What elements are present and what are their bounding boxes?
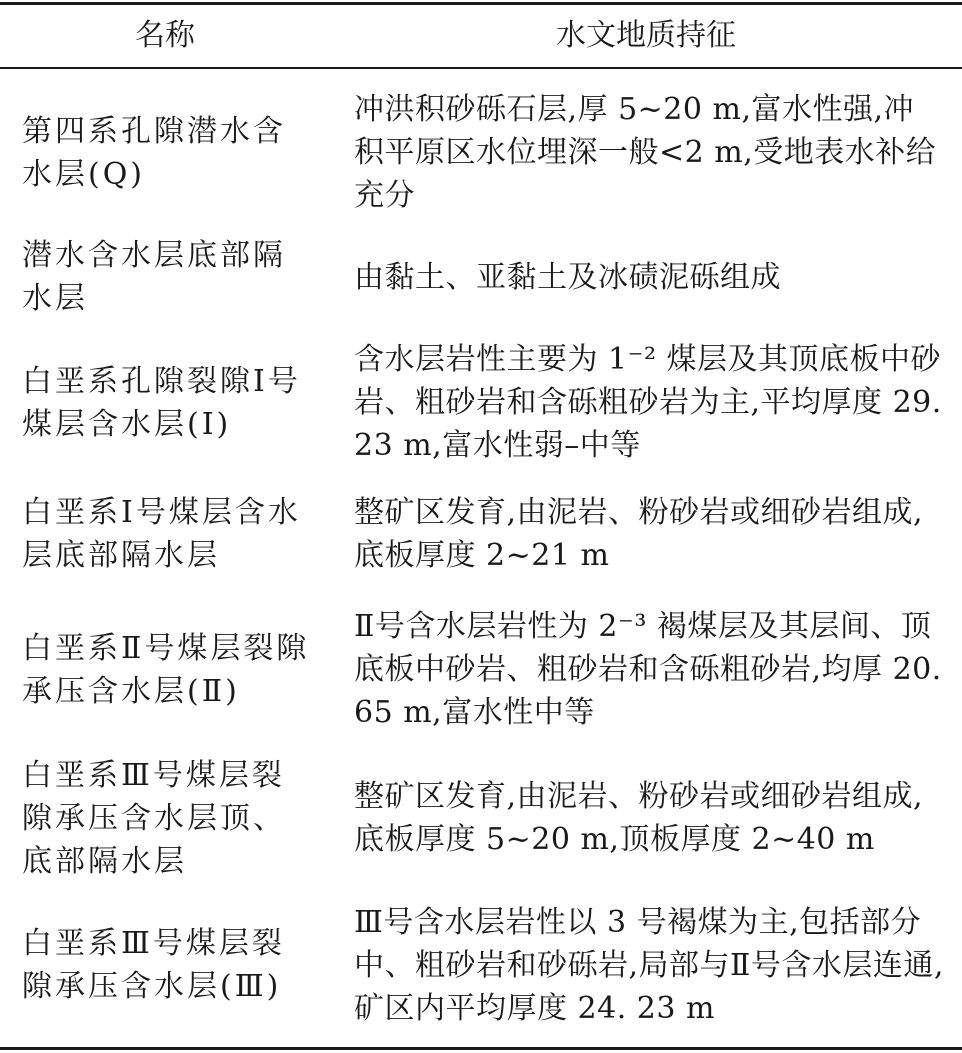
table-row [0,900,962,1030]
row-description: 整矿区发育,由泥岩、粉砂岩或细砂岩组成,底板厚度 5~20 m,顶板厚度 2~40 m [354,779,924,857]
row-name: 白垩系Ⅲ号煤层裂隙承压含水层顶、底部隔水层 [22,757,286,879]
row-name: 第四系孔隙潜水含水层(Q) [22,113,286,192]
table-row [0,604,962,735]
row-description: Ⅱ号含水层岩性为 2⁻³ 褐煤层及其层间、顶底板中砂岩、粗砂岩和含砾粗砂岩,均厚 20. 65 m,富水性中等 [354,609,942,730]
table-row [0,231,962,323]
row-description: 由黏土、亚黏土及冰碛泥砾组成 [354,259,781,295]
row-name: 白垩系Ⅱ号煤层裂隙承压含水层(Ⅱ) [22,630,310,709]
row-description: 冲洪积砂砾石层,厚 5~20 m,富水性强,冲积平原区水位埋深一般<2 m,受地表水补给充分 [354,92,937,213]
table-bottom-rule [0,1047,962,1050]
table-row [0,490,962,578]
table-header-rule [0,67,962,69]
row-name: 白垩系孔隙裂隙Ⅰ号煤层含水层(Ⅰ) [22,363,301,442]
header-description: 水文地质持征 [556,18,736,53]
header-name: 名称 [135,18,195,53]
row-name: 潜水含水层底部隔水层 [22,238,286,316]
row-description: Ⅲ号含水层岩性以 3 号褐煤为主,包括部分中、粗砂岩和砂砾岩,局部与Ⅱ号含水层连通,矿区内平均厚度 24. 23 m [354,904,944,1026]
row-name: 白垩系Ⅰ号煤层含水层底部隔水层 [22,495,301,573]
table-row [0,337,962,468]
table-row [0,753,962,883]
row-name: 白垩系Ⅲ号煤层裂隙承压含水层(Ⅲ) [22,926,285,1004]
table-header [0,5,962,67]
row-description: 整矿区发育,由泥岩、粉砂岩或细砂岩组成,底板厚度 2~21 m [354,495,924,573]
row-description: 含水层岩性主要为 1⁻² 煤层及其顶底板中砂岩、粗砂岩和含砾粗砂岩为主,平均厚度 29. 23 m,富水性弱–中等 [354,342,942,463]
table-row [0,88,962,217]
